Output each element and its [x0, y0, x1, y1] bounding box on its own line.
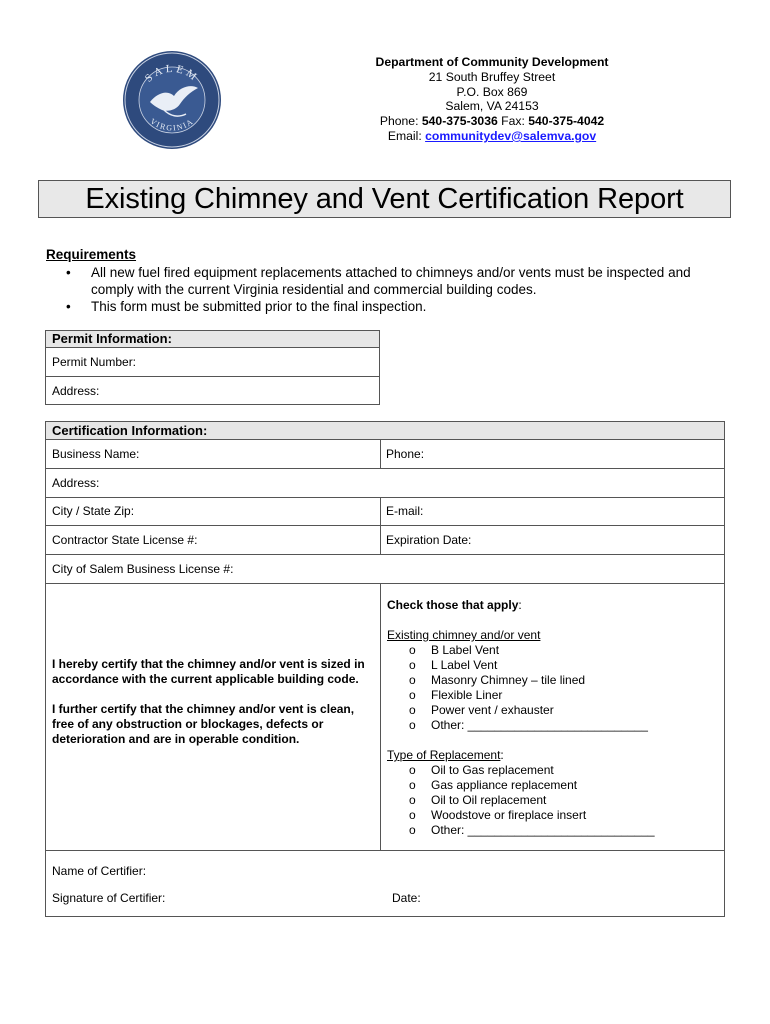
option-oil-to-gas[interactable]: o Oil to Gas replacement: [409, 763, 554, 777]
phone-field[interactable]: Phone:: [386, 447, 425, 461]
requirements-list: [58, 264, 728, 315]
email-link[interactable]: communitydev@salemva.gov: [425, 128, 597, 143]
fax-number: 540-375-4042: [528, 114, 605, 129]
requirement-item: • This form must be submitted prior to the final inspection.: [66, 299, 427, 314]
email-line: [300, 129, 684, 144]
option-power-vent[interactable]: o Power vent / exhauster: [409, 703, 554, 717]
certification-statements: [52, 657, 372, 747]
phone-label: Phone:: [379, 114, 422, 129]
option-woodstove[interactable]: o Woodstove or fireplace insert: [409, 808, 587, 822]
checklist: [387, 598, 722, 838]
replacement-options: [387, 763, 722, 838]
check-instruction: Check those that apply:: [387, 598, 522, 612]
option-existing-other[interactable]: o Other: ___________________________: [409, 718, 648, 732]
certify-condition-statement: I further certify that the chimney and/or vent is clean, free of any obstruction or blockages, defects or deterioration and are in operable condition.: [52, 702, 355, 746]
salem-virginia-seal: [122, 50, 222, 150]
report-title: Existing Chimney and Vent Certification Report: [38, 180, 731, 218]
requirements-heading: Requirements: [46, 247, 137, 262]
certification-information-table: [45, 421, 725, 917]
option-b-label-vent[interactable]: o B Label Vent: [409, 643, 500, 657]
permit-information-heading: Permit Information:: [46, 331, 379, 348]
existing-options: [387, 643, 722, 733]
city-state-zip-field[interactable]: City / State Zip:: [52, 504, 135, 518]
certify-sizing-statement: I hereby certify that the chimney and/or vent is sized in accordance with the current applicable building code.: [52, 657, 365, 686]
replacement-type-heading: Type of Replacement:: [387, 748, 504, 762]
option-oil-to-oil[interactable]: o Oil to Oil replacement: [409, 793, 547, 807]
svg-text:VIRGINIA: VIRGINIA: [148, 116, 196, 133]
business-address-field[interactable]: Address:: [52, 475, 100, 490]
option-replacement-other[interactable]: o Other: ____________________________: [409, 823, 655, 837]
svg-text:SALEM: SALEM: [142, 62, 201, 85]
name-of-certifier-field[interactable]: Name of Certifier:: [52, 864, 147, 878]
requirement-item: • All new fuel fired equipment replacements attached to chimneys and/or vents must be inspected and comply with the current Virginia residential and commercial building codes.: [66, 265, 691, 297]
business-name-field[interactable]: Business Name:: [52, 447, 140, 461]
existing-chimney-heading: Existing chimney and/or vent: [387, 628, 541, 642]
city-state: Salem, VA 24153: [445, 99, 539, 114]
option-l-label-vent[interactable]: o L Label Vent: [409, 658, 498, 672]
department-name: Department of Community Development: [375, 55, 609, 69]
date-field[interactable]: Date:: [392, 891, 421, 905]
option-flexible-liner[interactable]: o Flexible Liner: [409, 688, 503, 702]
permit-number-field[interactable]: Permit Number:: [46, 348, 379, 377]
salem-business-license-field[interactable]: City of Salem Business License #:: [52, 561, 234, 576]
certification-information-heading: Certification Information:: [46, 422, 724, 440]
email-field[interactable]: E-mail:: [386, 504, 424, 518]
permit-information-table: [45, 330, 380, 405]
option-masonry-chimney[interactable]: o Masonry Chimney – tile lined: [409, 673, 586, 687]
department-contact-block: [300, 55, 684, 144]
fax-label: Fax:: [497, 114, 529, 129]
signature-of-certifier-field[interactable]: Signature of Certifier:: [52, 891, 166, 905]
expiration-date-field[interactable]: Expiration Date:: [386, 532, 472, 547]
po-box: P.O. Box 869: [456, 84, 528, 99]
option-gas-appliance[interactable]: o Gas appliance replacement: [409, 778, 578, 792]
permit-address-field[interactable]: Address:: [52, 383, 100, 398]
street-address: 21 South Bruffey Street: [428, 69, 556, 84]
email-label: Email:: [387, 128, 426, 143]
contractor-license-field[interactable]: Contractor State License #:: [52, 532, 198, 547]
phone-number: 540-375-3036: [421, 114, 498, 129]
phone-fax-line: [300, 114, 684, 129]
